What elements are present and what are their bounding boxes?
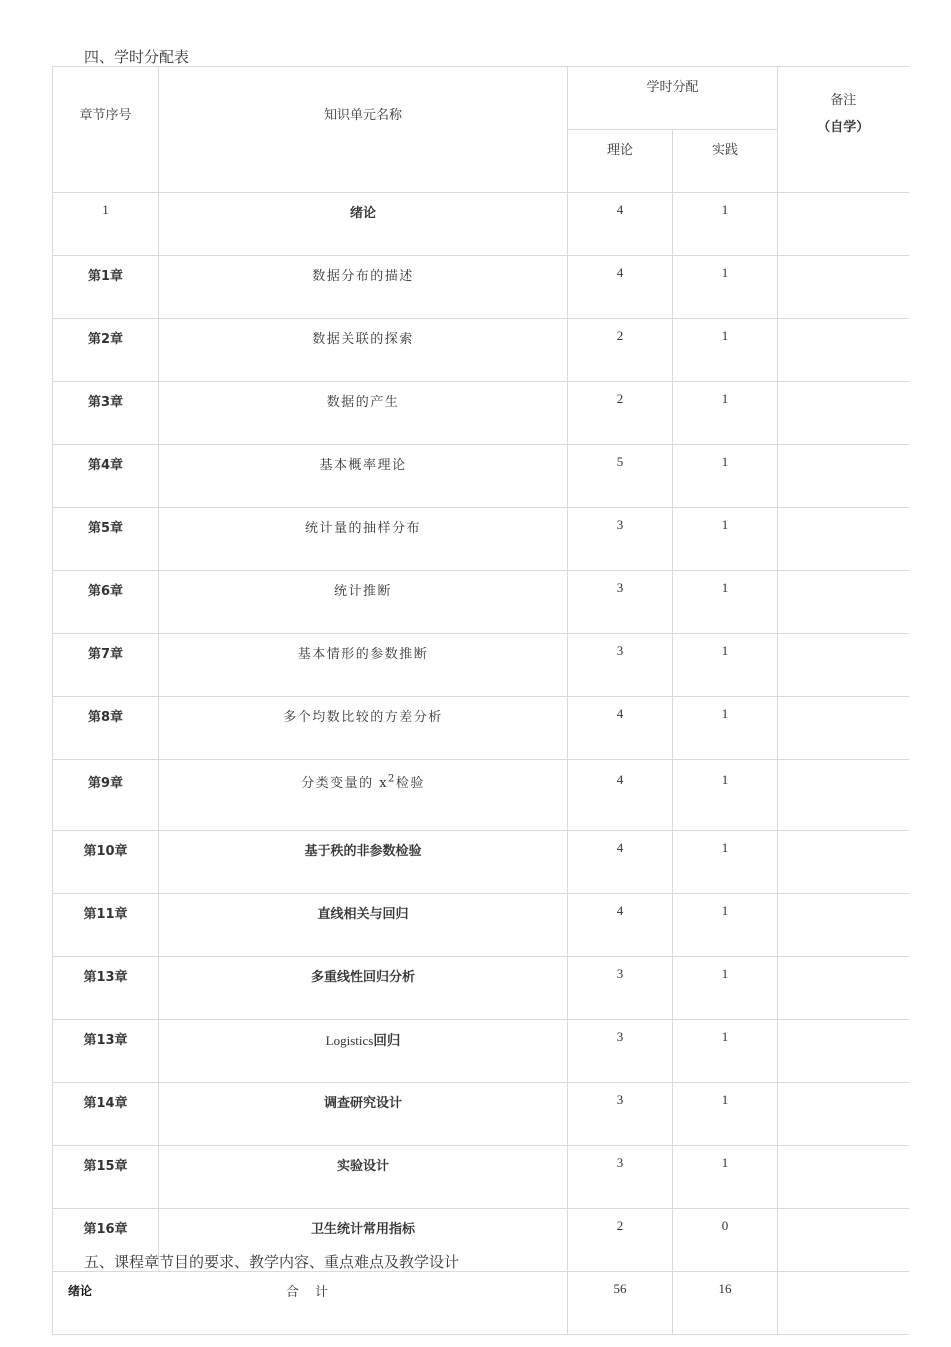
table-row	[53, 1146, 909, 1209]
unit-name-cell: 基本概率理论	[159, 445, 568, 508]
theory-cell: 3	[568, 571, 673, 634]
hours-allocation-table	[52, 66, 909, 1335]
chapter-cell: 第13章	[53, 957, 159, 1020]
table-row	[53, 508, 909, 571]
note-cell	[778, 697, 909, 760]
table-row	[53, 319, 909, 382]
table-row	[53, 445, 909, 508]
practice-cell: 1	[673, 256, 778, 319]
practice-cell: 1	[673, 319, 778, 382]
practice-cell: 1	[673, 634, 778, 697]
chapter-cell: 第9章	[53, 760, 159, 831]
theory-cell: 3	[568, 1020, 673, 1083]
chapter-cell: 第2章	[53, 319, 159, 382]
practice-cell: 0	[673, 1209, 778, 1272]
chapter-cell: 第10章	[53, 831, 159, 894]
note-cell	[778, 445, 909, 508]
theory-cell: 4	[568, 760, 673, 831]
theory-cell: 2	[568, 382, 673, 445]
table-row	[53, 957, 909, 1020]
table-row	[53, 894, 909, 957]
note-cell	[778, 1146, 909, 1209]
table-row	[53, 697, 909, 760]
practice-cell: 1	[673, 1146, 778, 1209]
unit-name-suffix: 回归	[373, 1033, 401, 1049]
practice-cell: 1	[673, 760, 778, 831]
note-cell	[778, 571, 909, 634]
unit-name-cell	[159, 760, 568, 831]
unit-name-cell: 数据关联的探索	[159, 319, 568, 382]
unit-name-cell: 统计量的抽样分布	[159, 508, 568, 571]
chapter-cell: 第16章	[53, 1209, 159, 1272]
theory-cell: 4	[568, 256, 673, 319]
practice-cell: 1	[673, 894, 778, 957]
total-practice: 16	[673, 1272, 778, 1335]
chapter-cell: 第3章	[53, 382, 159, 445]
practice-cell: 1	[673, 1083, 778, 1146]
theory-cell: 3	[568, 1083, 673, 1146]
table-row	[53, 634, 909, 697]
practice-cell: 1	[673, 697, 778, 760]
total-label: 合 计	[53, 1272, 568, 1335]
note-cell	[778, 382, 909, 445]
note-cell	[778, 831, 909, 894]
theory-cell: 3	[568, 634, 673, 697]
chapter-cell: 1	[53, 193, 159, 256]
chapter-cell: 第11章	[53, 894, 159, 957]
practice-cell: 1	[673, 1020, 778, 1083]
table-row	[53, 1083, 909, 1146]
total-row	[53, 1272, 909, 1335]
unit-name-cell: 调查研究设计	[159, 1083, 568, 1146]
unit-name-cell: 绪论	[159, 193, 568, 256]
theory-cell: 2	[568, 319, 673, 382]
unit-name-cell: 数据分布的描述	[159, 256, 568, 319]
chapter-cell: 第6章	[53, 571, 159, 634]
section-4-title: 四、学时分配表	[84, 48, 190, 66]
unit-name-cell: 多个均数比较的方差分析	[159, 697, 568, 760]
table-row	[53, 193, 909, 256]
theory-cell: 2	[568, 1209, 673, 1272]
unit-name-cell: 基于秩的非参数检验	[159, 831, 568, 894]
practice-cell: 1	[673, 508, 778, 571]
unit-name-cell: 数据的产生	[159, 382, 568, 445]
theory-cell: 4	[568, 193, 673, 256]
theory-cell: 4	[568, 697, 673, 760]
practice-cell: 1	[673, 831, 778, 894]
unit-name-cell: 基本情形的参数推断	[159, 634, 568, 697]
chapter-cell: 第5章	[53, 508, 159, 571]
header-note-sub: （自学）	[817, 120, 870, 135]
header-chapter: 章节序号	[53, 67, 159, 193]
chapter-cell: 第8章	[53, 697, 159, 760]
unit-name-suffix: 检验	[395, 776, 425, 791]
note-cell	[778, 319, 909, 382]
chapter-cell: 第14章	[53, 1083, 159, 1146]
unit-name-cell	[159, 1020, 568, 1083]
chapter-cell: 第15章	[53, 1146, 159, 1209]
unit-name-prefix: 分类变量的 x	[301, 776, 389, 791]
practice-cell: 1	[673, 382, 778, 445]
practice-cell: 1	[673, 445, 778, 508]
theory-cell: 3	[568, 957, 673, 1020]
note-cell	[778, 1272, 909, 1335]
practice-cell: 1	[673, 193, 778, 256]
table-row	[53, 571, 909, 634]
note-cell	[778, 193, 909, 256]
chapter-cell: 第4章	[53, 445, 159, 508]
unit-name-cell: 实验设计	[159, 1146, 568, 1209]
chapter-cell: 第1章	[53, 256, 159, 319]
theory-cell: 3	[568, 1146, 673, 1209]
note-cell	[778, 894, 909, 957]
section-5-title: 五、课程章节目的要求、教学内容、重点难点及教学设计	[84, 1253, 460, 1271]
unit-name-cell: 统计推断	[159, 571, 568, 634]
practice-cell: 1	[673, 571, 778, 634]
note-cell	[778, 634, 909, 697]
subheading: 绪论	[68, 1284, 93, 1298]
header-theory: 理论	[568, 130, 673, 193]
note-cell	[778, 1083, 909, 1146]
note-cell	[778, 1020, 909, 1083]
header-note-label: 备注	[830, 93, 857, 108]
header-unit-name: 知识单元名称	[159, 67, 568, 193]
note-cell	[778, 957, 909, 1020]
total-theory: 56	[568, 1272, 673, 1335]
unit-name-cell: 卫生统计常用指标	[159, 1209, 568, 1272]
chapter-cell: 第13章	[53, 1020, 159, 1083]
unit-name-cell: 多重线性回归分析	[159, 957, 568, 1020]
note-cell	[778, 508, 909, 571]
unit-name-prefix: Logistics	[325, 1033, 374, 1048]
table-row	[53, 760, 909, 831]
practice-cell: 1	[673, 957, 778, 1020]
theory-cell: 3	[568, 508, 673, 571]
theory-cell: 5	[568, 445, 673, 508]
note-cell	[778, 760, 909, 831]
note-cell	[778, 256, 909, 319]
header-practice: 实践	[673, 130, 778, 193]
note-cell	[778, 1209, 909, 1272]
theory-cell: 4	[568, 831, 673, 894]
theory-cell: 4	[568, 894, 673, 957]
superscript-two: 2	[388, 773, 396, 785]
table-row	[53, 382, 909, 445]
chapter-cell: 第7章	[53, 634, 159, 697]
table-row	[53, 256, 909, 319]
table-row	[53, 1020, 909, 1083]
table-row	[53, 831, 909, 894]
header-allocation: 学时分配	[568, 67, 778, 130]
header-note	[778, 67, 909, 193]
unit-name-cell: 直线相关与回归	[159, 894, 568, 957]
